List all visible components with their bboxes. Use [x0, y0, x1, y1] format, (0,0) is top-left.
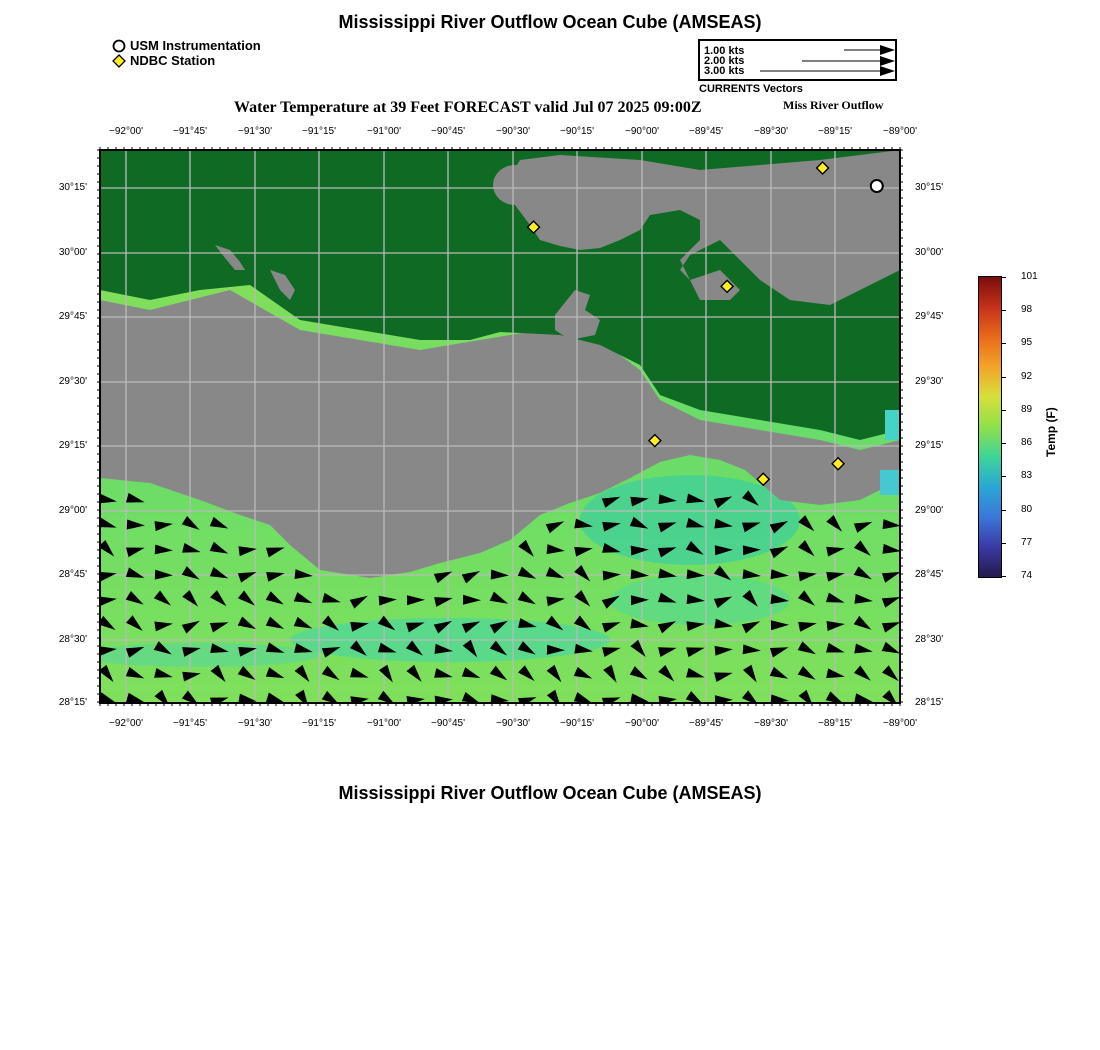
- lat-tick-label: 29°30': [58, 376, 87, 387]
- colorbar-tick: [1001, 543, 1006, 544]
- lon-tick-label: −89°00': [883, 126, 917, 137]
- colorbar-tick-label: 77: [1021, 536, 1033, 548]
- lon-tick-label: −91°00': [367, 718, 401, 729]
- colorbar-tick-label: 101: [1021, 271, 1038, 282]
- lon-tick-label: −91°30': [238, 126, 272, 137]
- colorbar-tick-label: 80: [1021, 503, 1033, 515]
- colorbar-tick: [1001, 476, 1006, 477]
- lat-tick-label: 29°00': [915, 505, 944, 516]
- lon-tick-label: −89°45': [689, 718, 723, 729]
- lon-tick-label: −90°45': [431, 718, 465, 729]
- colorbar-tick-label: 83: [1021, 470, 1033, 482]
- temperature-colorbar: [978, 276, 1002, 578]
- vector-row-1: 1.00 kts: [704, 45, 745, 57]
- lon-tick-label: −91°00': [367, 126, 401, 137]
- colorbar-label: Temp (F): [1044, 407, 1058, 457]
- colorbar-tick: [1001, 277, 1006, 278]
- lake-maurepas: [493, 165, 537, 205]
- lat-tick-label: 28°15': [58, 697, 87, 708]
- lon-tick-label: −90°00': [625, 126, 659, 137]
- lon-tick-label: −91°15': [302, 126, 336, 137]
- lat-tick-label: 28°15': [915, 697, 944, 708]
- lat-tick-label: 29°45': [915, 311, 944, 322]
- lon-tick-label: −90°00': [625, 718, 659, 729]
- lon-tick-label: −92°00': [109, 126, 143, 137]
- lat-tick-label: 29°15': [58, 440, 87, 451]
- colorbar-tick: [1001, 377, 1006, 378]
- vector-legend-caption: CURRENTS Vectors: [699, 83, 803, 95]
- lon-tick-label: −91°15': [302, 718, 336, 729]
- cool-water-band-west: [80, 643, 320, 667]
- lon-tick-label: −91°30': [238, 718, 272, 729]
- lon-tick-label: −90°30': [496, 126, 530, 137]
- colorbar-tick-label: 74: [1021, 570, 1033, 581]
- vector-row-2: 2.00 kts: [704, 55, 745, 67]
- usm-station-marker[interactable]: [871, 180, 883, 192]
- colorbar-tick-label: 98: [1021, 304, 1033, 316]
- vector-row-3: 3.00 kts: [704, 65, 745, 77]
- colorbar-tick: [1001, 443, 1006, 444]
- lon-tick-label: −90°30': [496, 718, 530, 729]
- lat-tick-label: 30°15': [915, 182, 944, 193]
- lat-tick-label: 29°30': [915, 376, 944, 387]
- colorbar-tick-label: 92: [1021, 370, 1033, 382]
- lon-tick-label: −89°30': [754, 126, 788, 137]
- map-subtitle: Water Temperature at 39 Feet FORECAST valid Jul 07 2025 09:00Z: [234, 99, 702, 116]
- lat-tick-label: 29°45': [58, 311, 87, 322]
- region-label: Miss River Outflow: [783, 98, 884, 112]
- colorbar-tick: [1001, 410, 1006, 411]
- lat-tick-label: 28°30': [58, 634, 87, 645]
- ndbc-legend-label: NDBC Station: [130, 53, 216, 68]
- warm-edge-east-2: [880, 470, 900, 495]
- colorbar-tick: [1001, 510, 1006, 511]
- colorbar-tick: [1001, 343, 1006, 344]
- second-panel-title: Mississippi River Outflow Ocean Cube (AMSEAS): [338, 783, 762, 803]
- lon-tick-label: −90°45': [431, 126, 465, 137]
- lon-tick-label: −91°45': [173, 126, 207, 137]
- lat-tick-label: 29°00': [58, 505, 87, 516]
- lon-tick-label: −91°45': [173, 718, 207, 729]
- warm-edge-east: [885, 410, 900, 440]
- lat-tick-label: 28°30': [915, 634, 944, 645]
- lon-tick-label: −92°00': [109, 718, 143, 729]
- colorbar-tick: [1001, 576, 1006, 577]
- lon-tick-label: −89°45': [689, 126, 723, 137]
- page-title: Mississippi River Outflow Ocean Cube (AMSEAS): [338, 12, 762, 32]
- lat-tick-label: 30°00': [58, 247, 87, 258]
- lon-tick-label: −89°15': [818, 126, 852, 137]
- lon-tick-label: −89°00': [883, 718, 917, 729]
- lat-tick-label: 28°45': [58, 569, 87, 580]
- lon-tick-label: −90°15': [560, 126, 594, 137]
- lat-tick-label: 30°00': [915, 247, 944, 258]
- lon-tick-label: −90°15': [560, 718, 594, 729]
- lon-tick-label: −89°30': [754, 718, 788, 729]
- colorbar-tick-label: 89: [1021, 403, 1033, 415]
- colorbar-tick: [1001, 310, 1006, 311]
- usm-legend-label: USM Instrumentation: [130, 38, 261, 53]
- lat-tick-label: 30°15': [58, 182, 87, 193]
- colorbar-tick-label: 86: [1021, 437, 1033, 449]
- lat-tick-label: 29°15': [915, 440, 944, 451]
- lon-tick-label: −89°15': [818, 718, 852, 729]
- colorbar-tick-label: 95: [1021, 337, 1033, 349]
- lat-tick-label: 28°45': [915, 569, 944, 580]
